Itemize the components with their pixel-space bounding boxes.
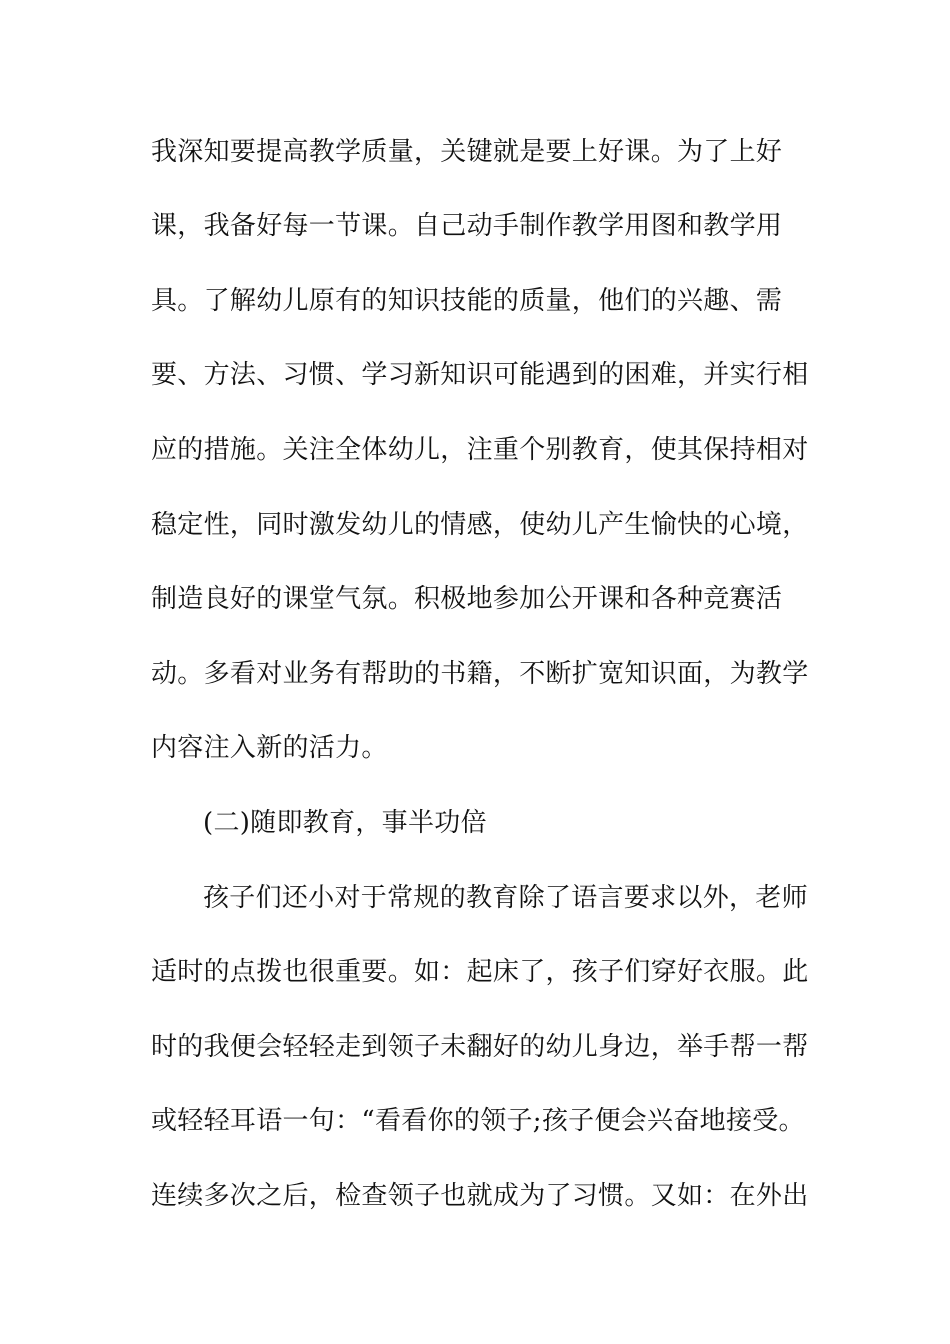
paragraph-line: 应的措施。关注全体幼儿，注重个别教育，使其保持相对: [151, 435, 809, 465]
paragraph-line: 孩子们还小对于常规的教育除了语言要求以外，老师: [203, 883, 808, 913]
paragraph-line: 稳定性，同时激发幼儿的情感，使幼儿产生愉快的心境，: [151, 510, 809, 540]
paragraph-line: 制造良好的课堂气氛。积极地参加公开课和各种竞赛活: [151, 584, 783, 614]
paragraph-line: 具。了解幼儿原有的知识技能的质量，他们的兴趣、需: [151, 286, 783, 316]
paragraph-line: 时的我便会轻轻走到领子未翻好的幼儿身边，举手帮一帮: [151, 1032, 809, 1062]
paragraph-line: 或轻轻耳语一句：“看看你的领子;孩子便会兴奋地接受。: [151, 1106, 805, 1136]
paragraph-line: 要、方法、习惯、学习新知识可能遇到的困难，并实行相: [151, 360, 809, 390]
paragraph-line: 动。多看对业务有帮助的书籍，不断扩宽知识面，为教学: [151, 659, 809, 689]
paragraph-line: 内容注入新的活力。: [151, 733, 388, 763]
section-heading: (二)随即教育，事半功倍: [203, 808, 487, 838]
paragraph-line: 课，我备好每一节课。自己动手制作教学用图和教学用: [151, 211, 783, 241]
paragraph-line: 适时的点拨也很重要。如：起床了，孩子们穿好衣服。此: [151, 957, 809, 987]
paragraph-line: 我深知要提高教学质量，关键就是要上好课。为了上好: [151, 137, 783, 167]
paragraph-line: 连续多次之后，检查领子也就成为了习惯。又如：在外出: [151, 1181, 809, 1211]
